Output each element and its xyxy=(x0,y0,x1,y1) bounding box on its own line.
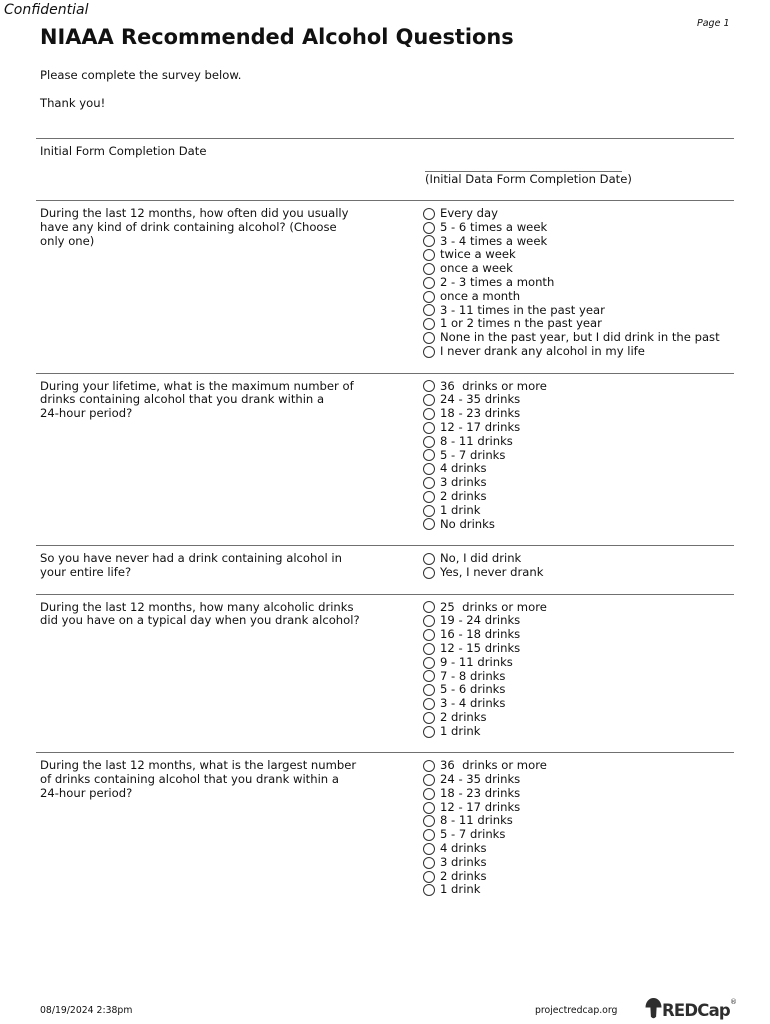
radio-option-label: 36 drinks or more xyxy=(440,378,547,393)
radio-option-label: 7 - 8 drinks xyxy=(440,668,506,683)
radio-circle-icon[interactable] xyxy=(423,235,435,247)
question-2-options xyxy=(423,380,734,532)
radio-circle-icon[interactable] xyxy=(423,884,435,896)
radio-option-label: once a month xyxy=(440,288,521,303)
divider xyxy=(36,138,734,139)
radio-circle-icon[interactable] xyxy=(423,712,435,724)
radio-option-label: 1 drink xyxy=(440,882,481,897)
radio-option[interactable] xyxy=(423,248,734,262)
radio-option[interactable] xyxy=(423,435,734,449)
radio-option-label: None in the past year, but I did drink in the past xyxy=(440,330,720,345)
intro-text: Please complete the survey below. xyxy=(40,68,242,82)
radio-option-label: 8 - 11 drinks xyxy=(440,433,513,448)
radio-option[interactable] xyxy=(423,801,734,815)
radio-circle-icon[interactable] xyxy=(423,304,435,316)
radio-option[interactable] xyxy=(423,276,734,290)
radio-option[interactable] xyxy=(423,331,734,345)
radio-circle-icon[interactable] xyxy=(423,505,435,517)
radio-option[interactable] xyxy=(423,759,734,773)
radio-circle-icon[interactable] xyxy=(423,408,435,420)
radio-option[interactable] xyxy=(423,449,734,463)
radio-option-label: Every day xyxy=(440,206,498,220)
radio-option-label: 24 - 35 drinks xyxy=(440,392,521,407)
page-title: NIAAA Recommended Alcohol Questions xyxy=(40,25,514,49)
radio-option-label: 18 - 23 drinks xyxy=(440,406,521,421)
radio-option-label: 3 drinks xyxy=(440,475,487,490)
logo-text: REDCap xyxy=(662,1000,730,1020)
radio-option-label: 24 - 35 drinks xyxy=(440,772,521,787)
radio-option[interactable] xyxy=(423,711,734,725)
radio-option[interactable] xyxy=(423,828,734,842)
radio-option[interactable] xyxy=(423,518,734,532)
radio-option-label: 5 - 7 drinks xyxy=(440,447,506,462)
radio-circle-icon[interactable] xyxy=(423,829,435,841)
radio-option[interactable] xyxy=(423,345,734,359)
radio-circle-icon[interactable] xyxy=(423,463,435,475)
radio-option-label: 1 or 2 times n the past year xyxy=(440,316,602,331)
radio-circle-icon[interactable] xyxy=(423,449,435,461)
question-5-options xyxy=(423,759,734,897)
confidential-label: Confidential xyxy=(4,2,89,18)
radio-option[interactable] xyxy=(423,670,734,684)
radio-option-label: 4 drinks xyxy=(440,461,487,476)
radio-circle-icon[interactable] xyxy=(423,222,435,234)
radio-option[interactable] xyxy=(423,462,734,476)
radio-circle-icon[interactable] xyxy=(423,436,435,448)
radio-option-label: 1 drink xyxy=(440,502,481,517)
radio-option[interactable] xyxy=(423,262,734,276)
radio-option[interactable] xyxy=(423,773,734,787)
radio-option[interactable] xyxy=(423,870,734,884)
radio-option[interactable] xyxy=(423,476,734,490)
radio-circle-icon[interactable] xyxy=(423,208,435,220)
radio-option-label: 5 - 6 drinks xyxy=(440,682,506,697)
radio-option[interactable] xyxy=(423,566,734,580)
radio-option[interactable] xyxy=(423,725,734,739)
date-field-label: Initial Form Completion Date xyxy=(40,144,207,158)
question-1-options xyxy=(423,207,734,359)
question-text-line: have any kind of drink containing alcohol? (Choose xyxy=(40,219,337,234)
radio-option-label: 9 - 11 drinks xyxy=(440,654,513,669)
radio-circle-icon[interactable] xyxy=(423,477,435,489)
radio-circle-icon[interactable] xyxy=(423,346,435,358)
radio-option-label: No drinks xyxy=(440,516,495,531)
radio-option[interactable] xyxy=(423,504,734,518)
radio-option-label: 5 - 6 times a week xyxy=(440,219,548,234)
thanks-text: Thank you! xyxy=(40,96,106,110)
radio-circle-icon[interactable] xyxy=(423,332,435,344)
question-text-line: During the last 12 months, how many alcoholic drinks xyxy=(40,599,354,614)
question-3-options xyxy=(423,552,734,580)
question-1-text xyxy=(40,207,423,359)
radio-option-label: 2 drinks xyxy=(440,709,487,724)
radio-option[interactable] xyxy=(423,235,734,249)
radio-option[interactable] xyxy=(423,697,734,711)
question-1-row xyxy=(36,200,734,373)
redcap-logo xyxy=(644,996,738,1023)
question-4-options xyxy=(423,601,734,739)
radio-circle-icon[interactable] xyxy=(423,684,435,696)
question-2-text xyxy=(40,380,423,532)
registered-mark: ® xyxy=(730,998,737,1006)
radio-circle-icon[interactable] xyxy=(423,871,435,883)
radio-option[interactable] xyxy=(423,407,734,421)
question-text-line: drinks containing alcohol that you drank within a xyxy=(40,392,325,407)
radio-circle-icon[interactable] xyxy=(423,698,435,710)
radio-option[interactable] xyxy=(423,290,734,304)
radio-circle-icon[interactable] xyxy=(423,670,435,682)
radio-option[interactable] xyxy=(423,317,734,331)
radio-option[interactable] xyxy=(423,207,734,221)
radio-circle-icon[interactable] xyxy=(423,788,435,800)
page-number: Page 1 xyxy=(697,18,730,29)
question-text-line: of drinks containing alcohol that you drank within a xyxy=(40,772,339,787)
radio-option-label: 19 - 24 drinks xyxy=(440,613,521,628)
radio-circle-icon[interactable] xyxy=(423,657,435,669)
radio-option[interactable] xyxy=(423,683,734,697)
radio-option[interactable] xyxy=(423,421,734,435)
radio-option-label: 12 - 15 drinks xyxy=(440,640,521,655)
radio-option[interactable] xyxy=(423,393,734,407)
radio-circle-icon[interactable] xyxy=(423,643,435,655)
radio-circle-icon[interactable] xyxy=(423,615,435,627)
question-text-line: your entire life? xyxy=(40,564,132,579)
footer-timestamp: 08/19/2024 2:38pm xyxy=(40,1005,133,1016)
radio-circle-icon[interactable] xyxy=(423,422,435,434)
radio-option-label: 3 - 4 times a week xyxy=(440,233,548,248)
radio-circle-icon[interactable] xyxy=(423,318,435,330)
radio-option[interactable] xyxy=(423,656,734,670)
question-text-line: During the last 12 months, how often did you usually xyxy=(40,206,349,220)
radio-option-label: No, I did drink xyxy=(440,551,522,566)
radio-option[interactable] xyxy=(423,552,734,566)
radio-circle-icon[interactable] xyxy=(423,291,435,303)
date-field-note: (Initial Data Form Completion Date) xyxy=(425,171,632,186)
radio-circle-icon[interactable] xyxy=(423,802,435,814)
question-2-row xyxy=(36,373,734,546)
radio-circle-icon[interactable] xyxy=(423,491,435,503)
radio-circle-icon[interactable] xyxy=(423,249,435,261)
radio-circle-icon[interactable] xyxy=(423,726,435,738)
radio-option-label: 3 - 4 drinks xyxy=(440,696,506,711)
radio-circle-icon[interactable] xyxy=(423,263,435,275)
radio-circle-icon[interactable] xyxy=(423,394,435,406)
radio-option-label: 2 drinks xyxy=(440,488,487,503)
footer-site-link: projectredcap.org xyxy=(535,1005,618,1016)
radio-option-label: 12 - 17 drinks xyxy=(440,419,521,434)
question-4-row xyxy=(36,594,734,753)
radio-circle-icon[interactable] xyxy=(423,760,435,772)
question-text-line: 24-hour period? xyxy=(40,406,133,421)
radio-option-label: 1 drink xyxy=(440,723,481,738)
radio-circle-icon[interactable] xyxy=(423,843,435,855)
radio-option-label: once a week xyxy=(440,261,513,276)
radio-option-label: 18 - 23 drinks xyxy=(440,785,521,800)
question-5-text xyxy=(40,759,423,897)
radio-option[interactable] xyxy=(423,787,734,801)
radio-option-label: 12 - 17 drinks xyxy=(440,799,521,814)
question-3-row xyxy=(36,545,734,593)
radio-option[interactable] xyxy=(423,221,734,235)
radio-option[interactable] xyxy=(423,628,734,642)
question-4-text xyxy=(40,601,423,739)
radio-circle-icon[interactable] xyxy=(423,553,435,565)
question-text-line: During the last 12 months, what is the largest number xyxy=(40,758,357,773)
radio-circle-icon[interactable] xyxy=(423,629,435,641)
radio-option[interactable] xyxy=(423,814,734,828)
radio-option-label: 16 - 18 drinks xyxy=(440,627,521,642)
radio-option[interactable] xyxy=(423,883,734,897)
question-text-line: did you have on a typical day when you drank alcohol? xyxy=(40,613,360,628)
radio-option[interactable] xyxy=(423,601,734,615)
radio-option[interactable] xyxy=(423,842,734,856)
question-5-row xyxy=(36,752,734,911)
radio-option-label: 4 drinks xyxy=(440,841,487,856)
radio-option-label: 3 drinks xyxy=(440,854,487,869)
question-3-text xyxy=(40,552,423,580)
radio-option-label: twice a week xyxy=(440,247,516,262)
question-text-line: During your lifetime, what is the maximum number of xyxy=(40,378,354,393)
radio-circle-icon[interactable] xyxy=(423,815,435,827)
radio-option-label: I never drank any alcohol in my life xyxy=(440,343,645,358)
radio-option-label: Yes, I never drank xyxy=(440,564,544,579)
radio-option-label: 5 - 7 drinks xyxy=(440,827,506,842)
radio-option[interactable] xyxy=(423,614,734,628)
radio-circle-icon[interactable] xyxy=(423,601,435,613)
radio-circle-icon[interactable] xyxy=(423,380,435,392)
radio-option-label: 25 drinks or more xyxy=(440,599,547,614)
question-list xyxy=(36,200,734,911)
radio-circle-icon[interactable] xyxy=(423,277,435,289)
question-text-line: 24-hour period? xyxy=(40,785,133,800)
radio-circle-icon[interactable] xyxy=(423,567,435,579)
radio-circle-icon[interactable] xyxy=(423,774,435,786)
radio-option-label: 2 - 3 times a month xyxy=(440,274,555,289)
radio-option[interactable] xyxy=(423,856,734,870)
radio-option-label: 2 drinks xyxy=(440,868,487,883)
radio-option[interactable] xyxy=(423,642,734,656)
radio-option-label: 36 drinks or more xyxy=(440,758,547,773)
radio-option[interactable] xyxy=(423,490,734,504)
question-text-line: So you have never had a drink containing alcohol in xyxy=(40,551,342,566)
radio-option-label: 8 - 11 drinks xyxy=(440,813,513,828)
radio-option-label: 3 - 11 times in the past year xyxy=(440,302,605,317)
question-text-line: only one) xyxy=(40,233,95,248)
radio-option[interactable] xyxy=(423,304,734,318)
radio-option[interactable] xyxy=(423,380,734,394)
radio-circle-icon[interactable] xyxy=(423,518,435,530)
radio-circle-icon[interactable] xyxy=(423,857,435,869)
redcap-logo-icon xyxy=(645,997,662,1020)
